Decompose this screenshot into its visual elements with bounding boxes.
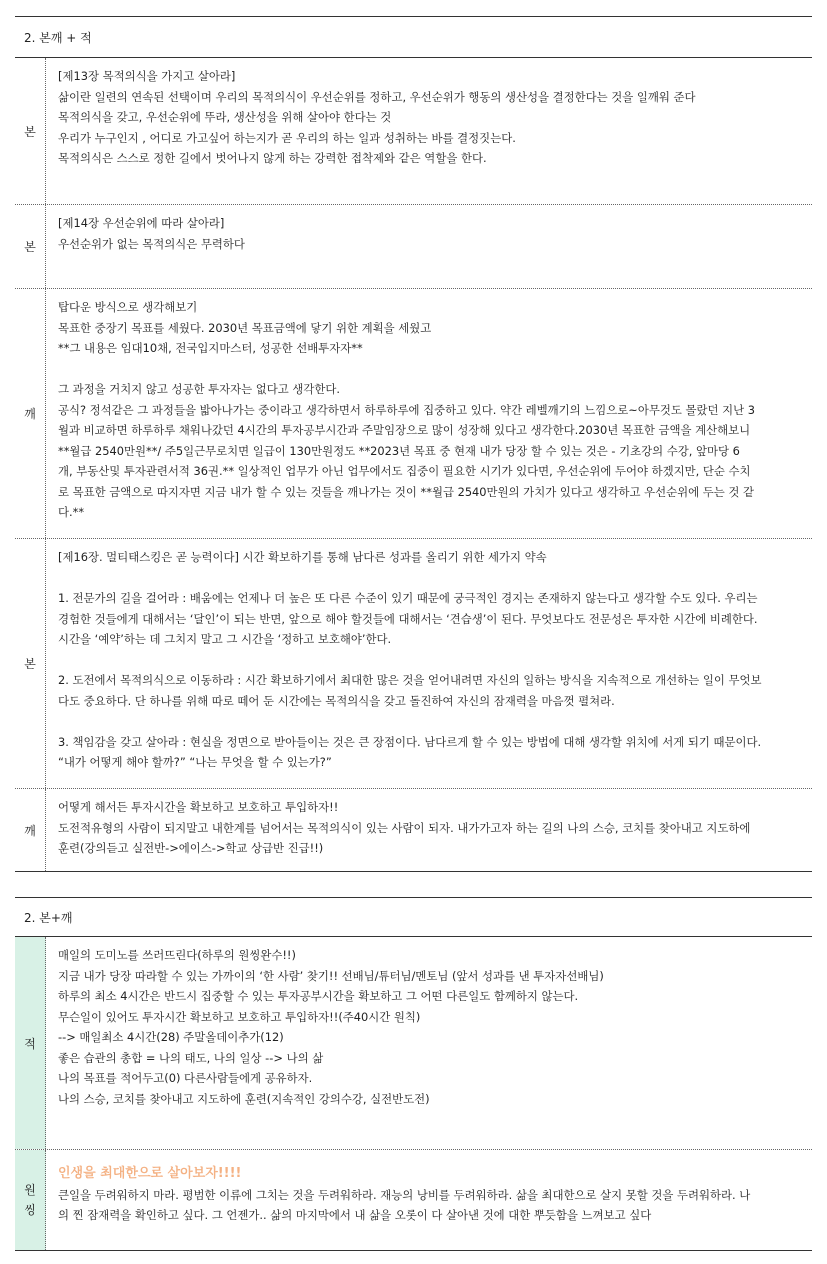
section-1-table	[15, 16, 812, 872]
text-line: 2. 도전에서 목적의식으로 이동하라 : 시간 확보하기에서 최대한 많은 것을 얻어내려면 자신의 일하는 방식을 지속적으로 개선하는 일이 무엇보	[58, 673, 762, 687]
row-bon-1	[15, 58, 812, 205]
text-line: 로 목표한 금액으로 따지자면 지금 내가 할 수 있는 것들을 깨나가는 것이 **월급 2540만원의 가치가 있다고 생각하고 우선순위에 두는 것 같	[58, 484, 754, 499]
text-line: 하루의 최소 4시간은 반드시 집중할 수 있는 투자공부시간을 확보하고 그 어떤 다른일도 함께하지 않는다.	[58, 989, 579, 1003]
row-onething	[15, 1150, 812, 1250]
text-line: 훈련(강의듣고 실전반->에이스->학교 상급반 진급!!)	[58, 841, 324, 855]
text-line: [제14장 우선순위에 따라 살아라]	[58, 216, 225, 230]
highlight-line: 인생을 최대한으로 살아보자!!!!	[58, 1166, 242, 1181]
text-line: 우리가 누구인지 , 어디로 가고싶어 하는지가 곧 우리의 하는 일과 성취하는 바를 결정짓는다.	[58, 130, 516, 145]
section-1-title-text: 2. 본깨 + 적	[24, 30, 92, 45]
row-content	[46, 1150, 812, 1250]
text-line: **월급 2540만원**/ 주5일근무로치면 일급이 130만원정도 **2023년 목표 중 현재 내가 당장 할 수 있는 것은 - 기초강의 수강, 앞마당 6	[58, 443, 740, 458]
row-jeok	[15, 937, 812, 1150]
text-line: 다.**	[58, 505, 85, 519]
row-kkae-1	[15, 289, 812, 539]
text-line: 개, 부동산및 투자관련서적 36권.** 일상적인 업무가 아닌 업무에서도 집중이 필요한 시기가 있다면, 우선순위에 두어야 하겠지만, 단순 수치	[58, 464, 751, 478]
text-line: 다도 중요하다. 단 하나를 위해 따로 떼어 둔 시간에는 목적의식을 갖고 돌진하여 자신의 잠재력을 마음껏 펼쳐라.	[58, 693, 615, 708]
text-line: 지금 내가 당장 따라할 수 있는 가까이의 ‘한 사람’ 찾기!! 선배님/튜터님/멘토님 (앞서 성과를 낸 투자자선배님)	[58, 968, 604, 983]
row-content	[46, 58, 812, 204]
row-label: 깨	[15, 789, 46, 871]
section-2-title-text: 2. 본+깨	[24, 910, 73, 925]
row-bon-2	[15, 205, 812, 289]
text-line: 어떻게 해서든 투자시간을 확보하고 보호하고 투입하자!!	[58, 800, 339, 814]
blank-line	[58, 711, 802, 732]
text-line: 경험한 것들에게 대해서는 ‘달인’이 되는 반면, 앞으로 해야 할것들에 대해서는 ‘견습생’이 된다. 무엇보다도 전문성은 투자한 시간에 비례한다.	[58, 611, 758, 626]
text-line: 매일의 도미노를 쓰러뜨린다(하루의 원씽완수!!)	[58, 948, 296, 962]
text-line: 목적의식을 갖고, 우선순위에 뚜라, 생산성을 위해 살아야 한다는 것	[58, 110, 392, 124]
text-line: 나의 목표를 적어두고(0) 다른사람들에게 공유하자.	[58, 1071, 313, 1085]
text-line: 월과 비교하면 하루하루 채워나갔던 4시간의 투자공부시간과 주말임장으로 많이 성장해 있다고 생각한다.2030년 목표한 금액을 계산해보니	[58, 423, 751, 437]
row-content	[46, 539, 812, 788]
text-line: --> 매일최소 4시간(28) 주말올데이추가(12)	[58, 1030, 284, 1044]
row-label: 본	[15, 58, 46, 204]
text-line: 1. 전문가의 길을 걸어라 : 배움에는 언제나 더 높은 또 다른 수준이 있기 때문에 궁극적인 경지는 존재하지 않는다고 생각할 수도 있다. 우리는	[58, 591, 758, 605]
row-label: 본	[15, 539, 46, 788]
text-line: 시간을 ‘예약’하는 데 그치지 말고 그 시간을 ‘정하고 보호해야’한다.	[58, 632, 392, 646]
text-line: 좋은 습관의 총합 = 나의 태도, 나의 일상 --> 나의 삶	[58, 1050, 324, 1065]
row-content	[46, 937, 812, 1149]
text-line: 탑다운 방식으로 생각해보기	[58, 300, 198, 314]
blank-line	[58, 568, 802, 589]
text-line: [제13장 목적의식을 가지고 살아라]	[58, 69, 236, 83]
text-line: 무슨일이 있어도 투자시간 확보하고 보호하고 투입하자!!(주40시간 원칙)	[58, 1009, 421, 1024]
row-label: 본	[15, 205, 46, 288]
text-line: **그 내용은 임대10채, 전국입지마스터, 성공한 선배투자자**	[58, 341, 363, 355]
blank-line	[58, 650, 802, 671]
text-line: 그 과정을 거치지 않고 성공한 투자자는 없다고 생각한다.	[58, 382, 341, 396]
row-content	[46, 789, 812, 871]
text-line: 삶이란 일련의 연속된 선택이며 우리의 목적의식이 우선순위를 정하고, 우선순위가 행동의 생산성을 결정한다는 것을 일깨워 준다	[58, 89, 696, 104]
row-content	[46, 289, 812, 538]
text-line: 목적의식은 스스로 정한 길에서 벗어나지 않게 하는 강력한 접착제와 같은 역할을 한다.	[58, 151, 487, 165]
row-content	[46, 205, 812, 288]
text-line: 큰일을 두려워하지 마라. 평범한 이류에 그치는 것을 두려워하라. 재능의 낭비를 두려워하라. 삶을 최대한으로 살지 못할 것을 두려워하라. 나	[58, 1187, 751, 1202]
row-bon-3	[15, 539, 812, 789]
text-line: 목표한 중장기 목표를 세웠다. 2030년 목표금액에 닿기 위한 계획을 세웠고	[58, 320, 432, 335]
blank-line	[58, 359, 802, 380]
text-line: 3. 책임감을 갖고 살아라 : 현실을 정면으로 받아들이는 것은 큰 장점이다. 남다르게 할 수 있는 방법에 대해 생각할 위치에 서게 되기 때문이다.	[58, 734, 762, 749]
text-line: 우선순위가 없는 목적의식은 무력하다	[58, 236, 245, 251]
row-label: 적	[15, 937, 46, 1149]
section-2-title	[15, 898, 812, 937]
row-kkae-2	[15, 789, 812, 871]
text-line: 도전적유형의 사람이 되지말고 내한계를 넘어서는 목적의식이 있는 사람이 되자. 내가가고자 하는 길의 나의 스승, 코치를 찾아내고 지도하에	[58, 820, 751, 835]
row-label: 깨	[15, 289, 46, 538]
text-line: 의 찐 잠재력을 확인하고 싶다. 그 언젠가.. 삶의 마지막에서 내 삶을 오롯이 다 살아낸 것에 대한 뿌듯함을 느껴보고 싶다	[58, 1208, 652, 1222]
row-label: 원 씽	[15, 1150, 46, 1250]
section-2-table	[15, 897, 812, 1251]
text-line: [제16장. 멀티태스킹은 곧 능력이다] 시간 확보하기를 통해 남다른 성과를 올리기 위한 세가지 약속	[58, 550, 547, 564]
text-line: “내가 어떻게 해야 할까?” “나는 무엇을 할 수 있는가?”	[58, 755, 332, 769]
text-line: 공식? 정석같은 그 과정들을 밟아나가는 중이라고 생각하면서 하루하루에 집중하고 있다. 약간 레벨깨기의 느낌으로~아무것도 몰랐던 지난 3	[58, 402, 755, 417]
text-line: 나의 스승, 코치를 찾아내고 지도하에 훈련(지속적인 강의수강, 실전반도전)	[58, 1091, 430, 1106]
section-1-title	[15, 17, 812, 58]
